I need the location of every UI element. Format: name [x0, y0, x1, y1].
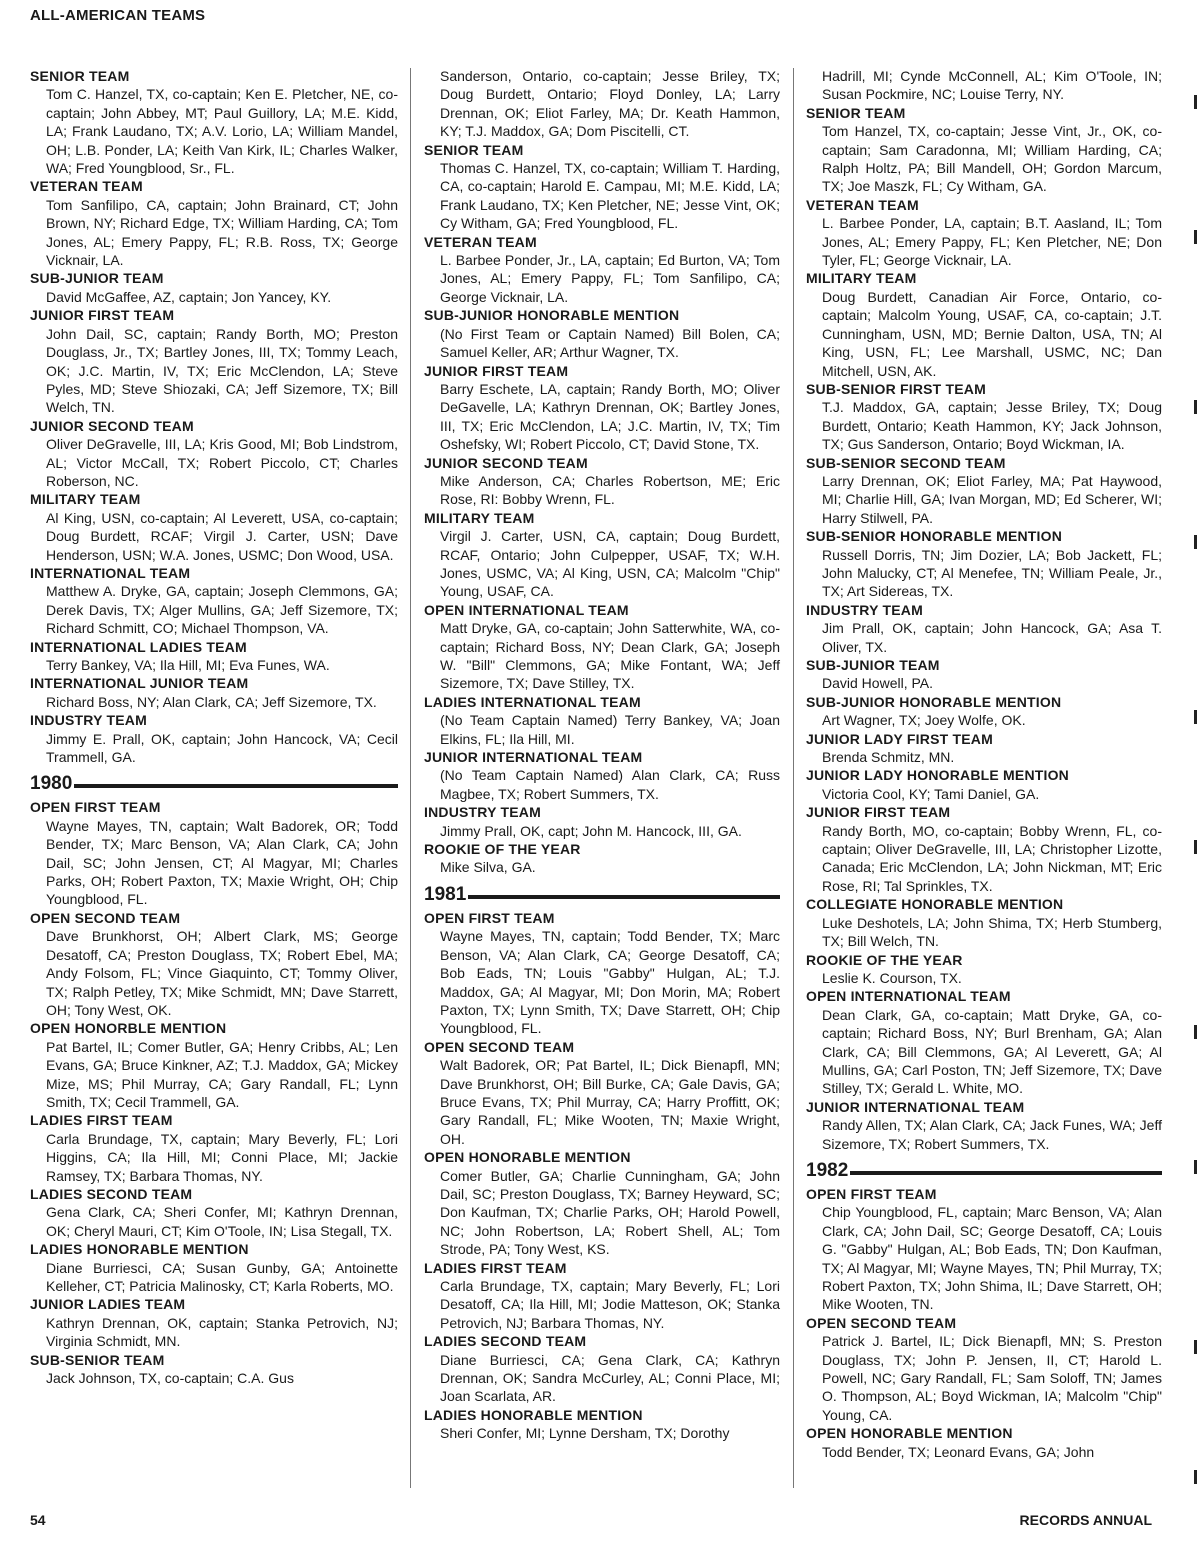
team-members: Gena Clark, CA; Sheri Confer, MI; Kathryn Drennan, OK; Cheryl Mauri, CT; Kim O'Toole, IN; Lisa Stegall, TX. [46, 1204, 398, 1239]
column-1 [30, 67, 398, 1387]
scan-edge-mark [1194, 1470, 1197, 1484]
team-members: Pat Bartel, IL; Comer Butler, GA; Henry Cribbs, AL; Len Evans, GA; Bruce Kinkner, AZ; T.J. Maddox, GA; Mickey Mize, MS; Phil Murray, CA; Gary Randall, FL; Lynn Smith, TX; Cecil Trammell, GA. [46, 1038, 398, 1110]
team-members: (No Team Captain Named) Terry Bankey, VA; Joan Elkins, FL; Ila Hill, MI. [440, 712, 780, 747]
team-section [806, 104, 1162, 196]
team-section [424, 1259, 780, 1333]
team-members: Jim Prall, OK, captain; John Hancock, GA; Asa T. Oliver, TX. [822, 620, 1162, 655]
team-section [806, 951, 1162, 988]
team-members: Leslie K. Courson, TX. [822, 969, 962, 986]
team-members: Brenda Schmitz, MN. [822, 749, 955, 766]
team-section [806, 1424, 1162, 1461]
team-members: Diane Burriesci, CA; Susan Gunby, GA; Antoinette Kelleher, CT; Patricia Malinosky, CT; Karla Roberts, MO. [46, 1259, 398, 1294]
team-heading: INDUSTRY TEAM [424, 804, 541, 821]
team-members: Carla Brundage, TX, captain; Mary Beverly, FL; Lori Desatoff, CA; Ila Hill, MI; Jodie Matteson, OK; Stanka Petrovich, NJ; Barbara Thomas, NY. [440, 1278, 780, 1331]
team-heading: MILITARY TEAM [424, 509, 535, 526]
team-section [30, 417, 398, 491]
team-members: L. Barbee Ponder, LA, captain; B.T. Aasland, IL; Tom Jones, AL; Emery Pappy, FL; Ken Pletcher, NE; Don Tyler, FL; George Vicknair, LA. [822, 215, 1162, 269]
year-rule [468, 895, 780, 899]
team-section [806, 895, 1162, 950]
column-3 [806, 67, 1162, 1461]
scan-edge-mark [1194, 95, 1197, 109]
team-heading: INDUSTRY TEAM [806, 601, 923, 618]
team-members: Diane Burriesci, CA; Gena Clark, CA; Kathryn Drennan, OK; Sandra McCurley, AL; Conni Place, MI; Joan Scarlata, AR. [440, 1351, 780, 1405]
team-section [806, 527, 1162, 601]
team-section [424, 601, 780, 693]
team-heading: SUB-JUNIOR TEAM [30, 270, 164, 287]
team-members: Patrick J. Bartel, IL; Dick Bienapfl, MN; S. Preston Douglass, TX; John P. Jensen, II, CT; Harold L. Powell, NC; Gary Randall, FL; Sam Soloff, TN; James O. Thompson, AL; Boyd Wickman, IA; Malcolm "Chip" Young, CA. [822, 1333, 1162, 1423]
team-section [30, 269, 398, 306]
team-section [806, 693, 1162, 730]
team-section [424, 693, 780, 748]
team-heading: OPEN HONORABLE MENTION [424, 1149, 631, 1166]
team-section [806, 1098, 1162, 1153]
team-heading: VETERAN TEAM [424, 233, 537, 250]
year-heading [30, 772, 398, 796]
scan-edge-mark [1194, 710, 1197, 724]
team-heading: OPEN SECOND TEAM [806, 1314, 957, 1331]
team-members: Chip Youngblood, FL, captain; Marc Benson, VA; Alan Clark, CA; John Dail, SC; George Desatoff, CA; Louis G. "Gabby" Hulgan, AL; Bob Eads, TN; Don Kaufman, TX; Al Magyar, MI; Wayne Mayes, TN; Phil Murray, TX; Robert Paxton, TX; John Shima, IL; Dave Starrett, OH; Mike Wooten, TN. [822, 1204, 1162, 1313]
team-heading: MILITARY TEAM [30, 491, 141, 508]
team-members: Hadrill, MI; Cynde McConnell, AL; Kim O'Toole, IN; Susan Pockmire, NC; Louise Terry, NY. [822, 68, 1162, 103]
team-section [806, 766, 1162, 803]
team-members: Dean Clark, GA, co-captain; Matt Dryke, GA, co-captain; Richard Boss, NY; Burl Brenham, GA; Alan Clark, CA; Bill Clemmons, GA; Al Leverett, GA; Al Mullins, GA; Carl Poston, TN; Jeff Sizemore, TX; Dave Stilley, TX; Gerald L. White, MO. [822, 1006, 1162, 1097]
column-divider [793, 68, 794, 1488]
team-members: Jimmy Prall, OK, capt; John M. Hancock, III, GA. [440, 822, 742, 839]
team-heading: ROOKIE OF THE YEAR [424, 841, 581, 858]
team-section [30, 490, 398, 564]
team-section [30, 711, 398, 766]
team-heading: JUNIOR LADY HONORABLE MENTION [806, 767, 1069, 784]
team-heading: MILITARY TEAM [806, 270, 917, 287]
team-section [30, 909, 398, 1019]
team-members: (No First Team or Captain Named) Bill Bolen, CA; Samuel Keller, AR; Arthur Wagner, TX. [440, 325, 780, 361]
year-heading [806, 1159, 1162, 1183]
team-section [424, 803, 780, 840]
team-heading: OPEN HONORBLE MENTION [30, 1020, 227, 1037]
team-section [30, 674, 398, 711]
team-section [424, 909, 780, 1038]
team-heading: OPEN HONORABLE MENTION [806, 1425, 1013, 1442]
team-members: Oliver DeGravelle, III, LA; Kris Good, MI; Bob Lindstrom, AL; Victor McCall, TX; Robert Piccolo, CT; Charles Roberson, NC. [46, 436, 398, 489]
team-section [424, 1148, 780, 1258]
team-members: John Dail, SC, captain; Randy Borth, MO; Preston Douglass, Jr., TX; Bartley Jones, III, TX; Tommy Leach, OK; J.C. Martin, IV, TX; Eric McClendon, LA; Steve Pyles, MD; Steve Shiozaki, CA; Jeff Sizemore, TX; Bill Welch, TN. [46, 325, 398, 416]
team-section [806, 803, 1162, 895]
team-heading: SUB-JUNIOR HONORABLE MENTION [424, 307, 680, 324]
team-members: Dave Brunkhorst, OH; Albert Clark, MS; George Desatoff, CA; Preston Douglass, TX; Robert Ebel, MA; Andy Folsom, FL; Vince Giaquinto, CT; Tommy Oliver, TX; Ralph Petley, TX; Mike Schmidt, MN; Dave Starrett, OH; Tony West, OK. [46, 928, 398, 1018]
year-heading [424, 883, 780, 907]
team-members: Carla Brundage, TX, captain; Mary Beverly, FL; Lori Higgins, CA; Ila Hill, MI; Conni Place, MI; Jackie Ramsey, TX; Barbara Thomas, NY. [46, 1130, 398, 1184]
team-section [30, 306, 398, 416]
team-section [806, 454, 1162, 528]
team-members: Tom C. Hanzel, TX, co-captain; Ken E. Pletcher, NE, co-captain; John Abbey, MT; Paul Guillory, LA; M.E. Kidd, LA; Frank Laudano, TX; A.V. Lorio, LA; William Mandel, OH; L.B. Ponder, LA; Keith Van Kirk, IL; Charles Walker, WA; Fred Youngblood, Sr., FL. [46, 86, 398, 177]
team-members: Al King, USN, co-captain; Al Leverett, USA, co-captain; Doug Burdett, RCAF; Virgil J. Carter, USN; Dave Henderson, USN; W.A. Jones, USMC; Don Wood, USA. [46, 509, 398, 563]
team-members: Kathryn Drennan, OK, captain; Stanka Petrovich, NJ; Virginia Schmidt, MN. [46, 1314, 398, 1350]
team-heading: JUNIOR FIRST TEAM [424, 362, 569, 379]
team-members: L. Barbee Ponder, Jr., LA, captain; Ed Burton, VA; Tom Jones, AL; Emery Pappy, FL; Tom Sanfilipo, CA; George Vicknair, LA. [440, 252, 780, 305]
team-section [424, 362, 780, 454]
team-members: David Howell, PA. [822, 675, 934, 692]
team-section [424, 454, 780, 509]
team-section [806, 196, 1162, 270]
team-heading: LADIES SECOND TEAM [424, 1333, 587, 1350]
page-number: 54 [30, 1512, 46, 1528]
team-heading: JUNIOR SECOND TEAM [30, 417, 194, 434]
team-members: Richard Boss, NY; Alan Clark, CA; Jeff Sizemore, TX. [46, 693, 377, 710]
scan-edge-mark [1194, 400, 1197, 414]
team-section [30, 1185, 398, 1240]
scan-edge-mark [1194, 1025, 1197, 1039]
team-heading: JUNIOR INTERNATIONAL TEAM [424, 749, 643, 766]
team-members: Matthew A. Dryke, GA, captain; Joseph Clemmons, GA; Derek Davis, TX; Alger Mullins, GA; Jeff Sizemore, TX; Richard Schmitt, CO; Michael Thompson, VA. [46, 583, 398, 637]
team-section [424, 748, 780, 803]
team-section [424, 1332, 780, 1406]
team-members: Matt Dryke, GA, co-captain; John Satterwhite, WA, co-captain; Richard Boss, NY; Dean Clark, GA; Joseph W. "Bill" Clemmons, GA; Mike Fontant, WA; Jeff Sizemore, TX; Dave Stilley, TX. [440, 620, 780, 692]
year-rule [74, 784, 398, 788]
team-heading: JUNIOR FIRST TEAM [806, 804, 951, 821]
team-members: Larry Drennan, OK; Eliot Farley, MA; Pat Haywood, MI; Charlie Hill, GA; Ivan Morgan, MD; Ed Scherer, WI; Harry Stilwell, PA. [822, 472, 1162, 526]
team-members: Randy Borth, MO, co-captain; Bobby Wrenn, FL, co-captain; Oliver DeGravelle, III, LA; Christopher Lizotte, Canada; Eric McClendon, LA; John Nickman, MT; Eric Rose, RI; Tal Sprinkles, TX. [822, 822, 1162, 894]
team-heading: INTERNATIONAL LADIES TEAM [30, 638, 247, 655]
team-section [424, 840, 780, 877]
team-members: Sheri Confer, MI; Lynne Dersham, TX; Dorothy [440, 1425, 730, 1442]
column-divider [410, 68, 411, 1488]
team-section [424, 1406, 780, 1443]
team-section [806, 730, 1162, 767]
team-heading: LADIES FIRST TEAM [30, 1112, 173, 1129]
team-section [806, 1314, 1162, 1424]
team-heading: SUB-JUNIOR TEAM [806, 657, 940, 673]
team-members: Jack Johnson, TX, co-captain; C.A. Gus [46, 1370, 294, 1387]
team-heading: JUNIOR LADY FIRST TEAM [806, 730, 993, 747]
team-members: Doug Burdett, Canadian Air Force, Ontario, co-captain; Malcolm Young, USAF, CA, co-captain; J.T. Cunningham, USN, MD; Bernie Dalton, USA, TN; Al King, USN, FL; Lee Marshall, USMC, NC; Dan Mitchell, USN, AK. [822, 288, 1162, 379]
team-heading: OPEN SECOND TEAM [424, 1038, 575, 1055]
team-members: Terry Bankey, VA; Ila Hill, MI; Eva Funes, WA. [46, 657, 330, 673]
team-section [424, 141, 780, 233]
team-heading: SUB-SENIOR HONORABLE MENTION [806, 528, 1063, 545]
team-heading: OPEN SECOND TEAM [30, 909, 181, 926]
team-section [806, 380, 1162, 454]
team-members: Walt Badorek, OR; Pat Bartel, IL; Dick Bienapfl, MN; Dave Brunkhorst, OH; Bill Burke, CA; Gale Davis, GA; Bruce Evans, TX; Phil Murray, CA; Harry Proffitt, OK; Gary Randall, FL; Mike Wooten, TN; Maxie Wright, OH. [440, 1057, 780, 1147]
team-heading: JUNIOR FIRST TEAM [30, 307, 175, 324]
team-members: Wayne Mayes, TN, captain; Todd Bender, TX; Marc Benson, VA; Alan Clark, CA; George Desatoff, CA; Bob Eads, TN; Louis "Gabby" Hulgan, AL; T.J. Maddox, GA; Al Magyar, MI; Don Morin, MA; Robert Paxton, TX; Lynn Smith, TX; Dave Starrett, OH; Chip Youngblood, FL. [440, 928, 780, 1037]
team-section [424, 1038, 780, 1148]
team-members: Tom Hanzel, TX, co-captain; Jesse Vint, Jr., OK, co-captain; Sam Caradonna, MI; William Harding, CA; Ralph Holtz, PA; Bill Mandell, OH; Gordon Marcum, TX; Joe Maszk, FL; Cy Witham, GA. [822, 123, 1162, 195]
team-heading: LADIES HONORABLE MENTION [30, 1241, 249, 1258]
running-head: ALL-AMERICAN TEAMS [30, 7, 206, 24]
team-heading: SUB-JUNIOR HONORABLE MENTION [806, 693, 1062, 710]
team-members: Jimmy E. Prall, OK, captain; John Hancock, VA; Cecil Trammell, GA. [46, 730, 398, 766]
team-heading: INTERNATIONAL TEAM [30, 564, 191, 581]
team-section [424, 67, 780, 141]
team-heading: INDUSTRY TEAM [30, 712, 147, 729]
team-heading: SENIOR TEAM [806, 104, 906, 121]
year-label: 1981 [424, 883, 467, 905]
team-section [806, 601, 1162, 656]
team-heading: SENIOR TEAM [424, 141, 524, 158]
team-section [806, 269, 1162, 379]
scan-edge-mark [1194, 230, 1197, 244]
publication-name: RECORDS ANNUAL [1019, 1512, 1152, 1528]
team-heading: OPEN FIRST TEAM [30, 799, 161, 816]
column-2 [424, 67, 780, 1443]
team-section [806, 656, 1162, 693]
scan-edge-mark [1194, 1160, 1197, 1174]
team-heading: OPEN FIRST TEAM [424, 909, 555, 926]
year-rule [850, 1171, 1162, 1175]
team-section [806, 67, 1162, 104]
team-section [30, 564, 398, 638]
team-heading: OPEN INTERNATIONAL TEAM [424, 601, 629, 618]
team-heading: COLLEGIATE HONORABLE MENTION [806, 896, 1064, 913]
team-section [30, 1351, 398, 1388]
team-members: Virgil J. Carter, USN, CA, captain; Doug Burdett, RCAF, Ontario; John Culpepper, USAF, TX; W.H. Jones, USMC, VA; Al King, USN, CA; Malcolm "Chip" Young, USAF, CA. [440, 528, 780, 600]
team-section [424, 306, 780, 361]
team-members: Art Wagner, TX; Joey Wolfe, OK. [822, 712, 1026, 729]
team-members: (No Team Captain Named) Alan Clark, CA; Russ Magbee, TX; Robert Summers, TX. [440, 767, 780, 802]
team-section [424, 233, 780, 307]
team-section [30, 1240, 398, 1295]
team-section [30, 67, 398, 177]
team-section [30, 1295, 398, 1350]
team-heading: VETERAN TEAM [806, 196, 919, 213]
team-heading: VETERAN TEAM [30, 178, 143, 195]
team-heading: JUNIOR INTERNATIONAL TEAM [806, 1098, 1025, 1115]
team-members: Sanderson, Ontario, co-captain; Jesse Briley, TX; Doug Burdett, Ontario; Floyd Donley, LA; Larry Drennan, OK; Eliot Farley, MA; Dr. Keath Hammon, KY; T.J. Maddox, GA; Dom Piscitelli, CT. [440, 68, 780, 140]
team-heading: LADIES FIRST TEAM [424, 1259, 567, 1276]
scan-edge-mark [1194, 1340, 1197, 1354]
team-section [30, 1111, 398, 1185]
team-section [424, 509, 780, 601]
team-heading: SENIOR TEAM [30, 68, 130, 84]
team-members: Comer Butler, GA; Charlie Cunningham, GA; John Dail, SC; Preston Douglass, TX; Barney Heyward, SC; Don Kaufman, TX; Charlie Parks, OH; Harold Powell, NC; John Robertson, LA; Robert Shell, AL; Tom Strode, PA; Tony West, KS. [440, 1167, 780, 1258]
team-members: Thomas C. Hanzel, TX, co-captain; William T. Harding, CA, co-captain; Harold E. Campau, MI; M.E. Kidd, LA; Frank Laudano, TX; Ken Pletcher, NE; Jesse Vint, OK; Cy Witham, GA; Fred Youngblood, FL. [440, 160, 780, 232]
team-heading: OPEN FIRST TEAM [806, 1185, 937, 1202]
team-members: T.J. Maddox, GA, captain; Jesse Briley, TX; Doug Burdett, Ontario; Keath Hammon, KY; Jack Johnson, TX; Gus Sanderson, Ontario; Boyd Wickman, IA. [822, 399, 1162, 453]
team-heading: SUB-SENIOR SECOND TEAM [806, 454, 1006, 471]
team-heading: ROOKIE OF THE YEAR [806, 951, 963, 968]
team-section [30, 1019, 398, 1111]
team-heading: LADIES SECOND TEAM [30, 1185, 193, 1202]
team-members: Luke Deshotels, LA; John Shima, TX; Herb Stumberg, TX; Bill Welch, TN. [822, 914, 1162, 950]
year-label: 1982 [806, 1159, 849, 1181]
team-heading: LADIES INTERNATIONAL TEAM [424, 693, 641, 710]
team-members: Mike Silva, GA. [440, 859, 536, 876]
team-heading: INTERNATIONAL JUNIOR TEAM [30, 675, 249, 692]
team-heading: JUNIOR SECOND TEAM [424, 454, 588, 471]
team-heading: OPEN INTERNATIONAL TEAM [806, 988, 1011, 1005]
team-members: Todd Bender, TX; Leonard Evans, GA; John [822, 1443, 1095, 1460]
team-members: Randy Allen, TX; Alan Clark, CA; Jack Funes, WA; Jeff Sizemore, TX; Robert Summers, TX. [822, 1117, 1162, 1152]
team-heading: SUB-SENIOR TEAM [30, 1351, 165, 1368]
team-section [30, 638, 398, 675]
team-members: Tom Sanfilipo, CA, captain; John Brainard, CT; John Brown, NY; Richard Edge, TX; William Harding, CA; Tom Jones, AL; Emery Pappy, FL; R.B. Ross, TX; George Vicknair, LA. [46, 196, 398, 269]
team-heading: SUB-SENIOR FIRST TEAM [806, 380, 986, 397]
team-heading: LADIES HONORABLE MENTION [424, 1406, 643, 1423]
team-members: Wayne Mayes, TN, captain; Walt Badorek, OR; Todd Bender, TX; Marc Benson, VA; Alan Clark, CA; John Dail, SC; John Jensen, CT; Al Magyar, MI; Charles Parks, OH; Robert Paxton, TX; Maxie Wright, OH; Chip Youngblood, FL. [46, 817, 398, 908]
year-label: 1980 [30, 773, 73, 795]
scan-edge-mark [1194, 535, 1197, 549]
scan-edge-mark [1194, 840, 1197, 854]
team-members: Victoria Cool, KY; Tami Daniel, GA. [822, 785, 1040, 802]
team-section [30, 177, 398, 269]
team-section [806, 1185, 1162, 1314]
team-heading: JUNIOR LADIES TEAM [30, 1296, 186, 1313]
team-section [30, 798, 398, 908]
team-members: Barry Eschete, LA, captain; Randy Borth, MO; Oliver DeGavelle, LA; Kathryn Drennan, OK; Bartley Jones, III, TX; Eric McClendon, LA; J.C. Martin, IV, TX; Tim Oshefsky, WI; Robert Piccolo, CT; David Stone, TX. [440, 380, 780, 453]
team-members: Mike Anderson, CA; Charles Robertson, ME; Eric Rose, RI: Bobby Wrenn, FL. [440, 472, 780, 508]
team-members: David McGaffee, AZ, captain; Jon Yancey, KY. [46, 288, 332, 305]
team-section [806, 987, 1162, 1097]
team-members: Russell Dorris, TN; Jim Dozier, LA; Bob Jackett, FL; John Malucky, CT; Al Menefee, TN; William Peale, Jr., TX; Art Sidereas, TX. [822, 546, 1162, 600]
